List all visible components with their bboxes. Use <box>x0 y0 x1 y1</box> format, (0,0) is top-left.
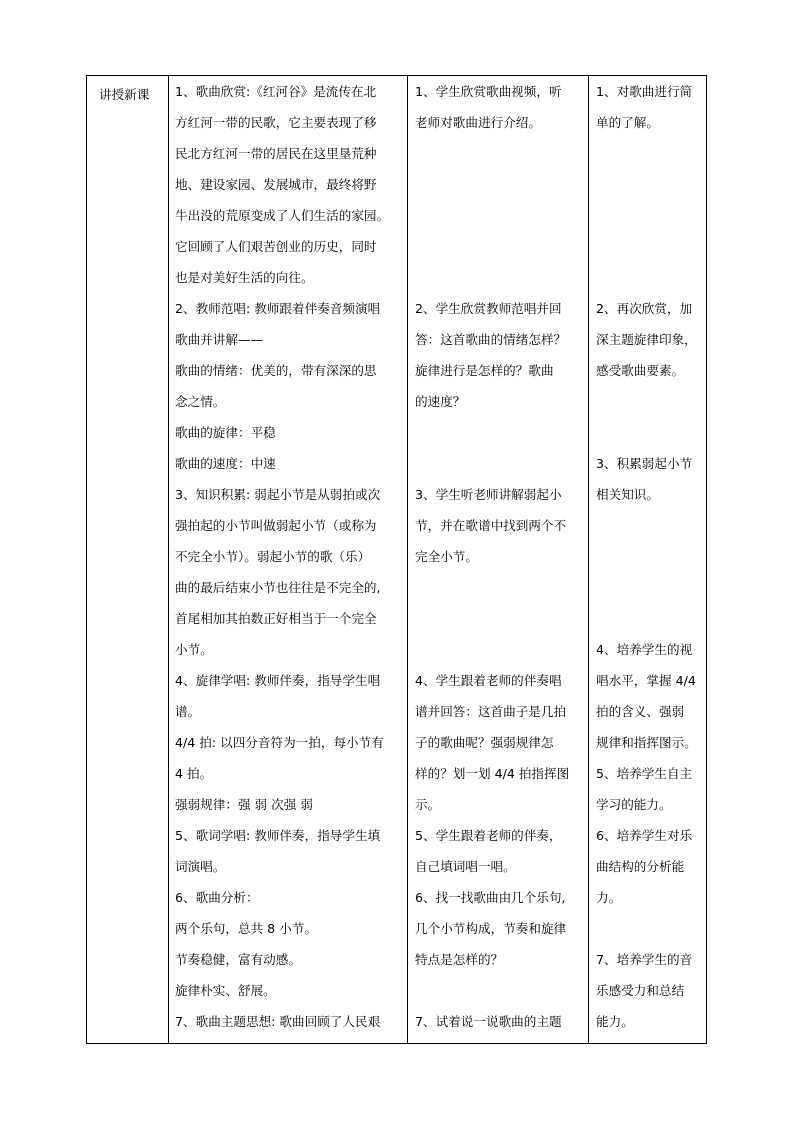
text-line: 歌曲的速度：中速 <box>175 456 276 471</box>
text-line: 4、旋律学唱: 教师伴奏，指导学生唱 <box>175 673 381 688</box>
text-line: 5、歌词学唱: 教师伴奏，指导学生填 <box>175 828 381 843</box>
text-line: 不完全小节）。弱起小节的歌（乐） <box>175 549 371 564</box>
text-line: 子的歌曲呢？强弱规律怎 <box>415 735 554 750</box>
column-divider <box>588 76 589 1043</box>
text-line: 唱水平，掌握 4/4 <box>596 673 696 688</box>
text-line: 6、培养学生对乐 <box>596 828 693 843</box>
text-line: 自己填词唱一唱。 <box>415 859 516 874</box>
text-line: 谱并回答：这首曲子是几拍 <box>415 704 567 719</box>
text-line: 2、再次欣赏，加 <box>596 301 693 316</box>
text-line: 几个小节构成，节奏和旋律 <box>415 921 567 936</box>
text-line: 拍的含义、强弱 <box>596 704 685 719</box>
text-line: 4/4 拍: 以四分音符为一拍，每小节有 <box>175 735 384 750</box>
text-line: 4、培养学生的视 <box>596 642 693 657</box>
text-line: 方红河一带的民歌，它主要表现了移 <box>175 115 377 130</box>
text-line: 节，并在歌谱中找到两个不 <box>415 518 567 533</box>
text-line: 民北方红河一带的居民在这里垦荒种 <box>175 146 377 161</box>
text-line: 3、学生听老师讲解弱起小 <box>415 487 562 502</box>
text-line: 7、培养学生的音 <box>596 952 693 967</box>
text-line: 4、学生跟着老师的伴奏唱 <box>415 673 562 688</box>
text-line: 答：这首歌曲的情绪怎样？ <box>415 332 567 347</box>
text-line: 歌曲的情绪：优美的，带有深深的思 <box>175 363 377 378</box>
text-line: 的速度？ <box>415 394 466 409</box>
text-line: 6、歌曲分析： <box>175 890 259 905</box>
text-line: 节奏稳健，富有动感。 <box>175 952 301 967</box>
text-line: 感受歌曲要素。 <box>596 363 685 378</box>
text-line: 3、积累弱起小节 <box>596 456 693 471</box>
text-line: 曲的最后结束小节也往往是不完全的, <box>175 580 381 595</box>
text-line: 2、教师范唱: 教师跟着伴奏音频演唱 <box>175 301 381 316</box>
text-line: 1、对歌曲进行简 <box>596 84 693 99</box>
text-line: 首尾相加其拍数正好相当于一个完全 <box>175 611 377 626</box>
text-line: 7、试着说一说歌曲的主题 <box>415 1014 562 1029</box>
text-line: 两个乐句，总共 8 小节。 <box>175 921 317 936</box>
text-line: 深主题旋律印象， <box>596 332 697 347</box>
text-line: 样的？划一划 4/4 拍指挥图 <box>415 766 570 781</box>
text-line: 学习的能力。 <box>596 797 672 812</box>
text-line: 4 拍。 <box>175 766 213 781</box>
text-line: 7、歌曲主题思想: 歌曲回顾了人民艰 <box>175 1014 381 1029</box>
text-line: 完全小节。 <box>415 549 478 564</box>
text-line: 2、学生欣赏教师范唱并回 <box>415 301 562 316</box>
text-line: 强拍起的小节叫做弱起小节（或称为 <box>175 518 377 533</box>
text-line: 力。 <box>596 890 622 905</box>
text-line: 强弱规律：强 弱 次强 弱 <box>175 797 313 812</box>
text-line: 5、培养学生自主 <box>596 766 693 781</box>
text-line: 曲结构的分析能 <box>596 859 685 874</box>
text-line: 歌曲并讲解—— <box>175 332 264 347</box>
column-divider <box>407 76 408 1043</box>
text-line: 念之情。 <box>175 394 226 409</box>
text-line: 牛出没的荒原变成了人们生活的家园。 <box>175 208 390 223</box>
text-line: 旋律进行是怎样的？歌曲 <box>415 363 554 378</box>
text-line: 也是对美好生活的向往。 <box>175 270 314 285</box>
text-line: 6、找一找歌曲由几个乐句, <box>415 890 566 905</box>
text-line: 规律和指挥图示。 <box>596 735 697 750</box>
text-line: 能力。 <box>596 1014 634 1029</box>
text-line: 老师对歌曲进行介绍。 <box>415 115 541 130</box>
text-line: 谱。 <box>175 704 201 719</box>
text-line: 1、歌曲欣赏:《红河谷》是流传在北 <box>175 84 377 99</box>
text-line: 3、知识积累: 弱起小节是从弱拍或次 <box>175 487 381 502</box>
text-line: 乐感受力和总结 <box>596 983 685 998</box>
text-line: 1、学生欣赏歌曲视频，听 <box>415 84 562 99</box>
text-line: 它回顾了人们艰苦创业的历史，同时 <box>175 239 377 254</box>
lesson-table <box>86 75 707 1044</box>
text-line: 地、建设家园、发展城市，最终将野 <box>175 177 377 192</box>
text-line: 示。 <box>415 797 441 812</box>
text-line: 歌曲的旋律：平稳 <box>175 425 276 440</box>
text-line: 相关知识。 <box>596 487 659 502</box>
text-line: 特点是怎样的？ <box>415 952 504 967</box>
text-line: 小节。 <box>175 642 213 657</box>
text-line: 5、学生跟着老师的伴奏， <box>415 828 562 843</box>
stage-label: 讲授新课 <box>99 87 150 102</box>
text-line: 单的了解。 <box>596 115 659 130</box>
column-divider <box>168 76 169 1043</box>
text-line: 旋律朴实、舒展。 <box>175 983 276 998</box>
text-line: 词演唱。 <box>175 859 226 874</box>
